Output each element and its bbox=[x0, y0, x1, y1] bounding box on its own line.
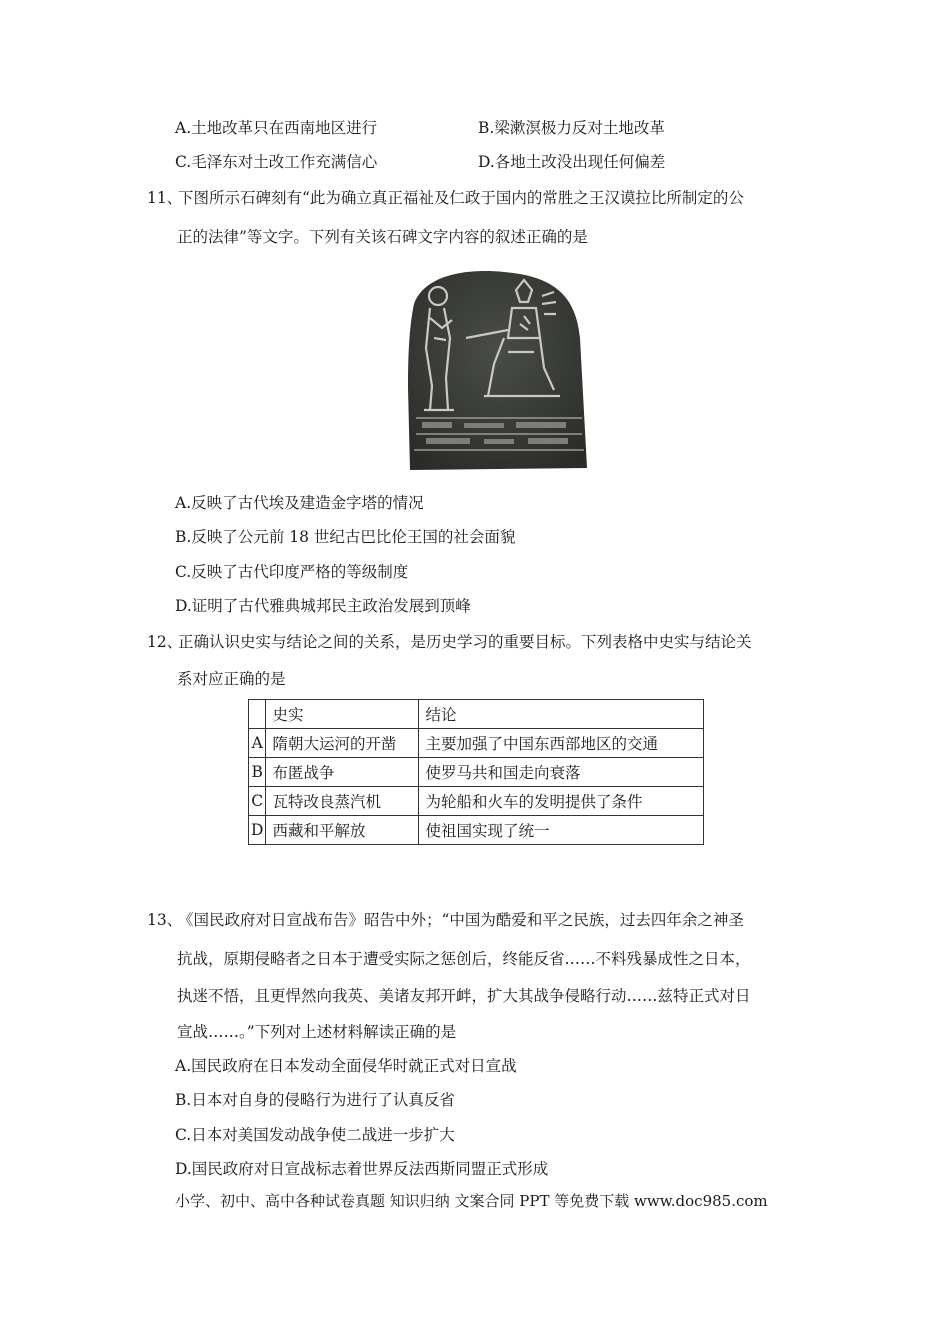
q13-option-a: A.国民政府在日本发动全面侵华时就正式对日宣战 bbox=[175, 1057, 517, 1075]
q13-stem-line-3: 执迷不悟，且更悍然向我英、美诸友邦开衅，扩大其战争侵略行动……兹特正式对日 bbox=[177, 987, 751, 1005]
q10-option-c: C.毛泽东对土改工作充满信心 bbox=[175, 153, 378, 171]
q13-option-b: B.日本对自身的侵略行为进行了认真反省 bbox=[175, 1091, 455, 1109]
table-cell: 使罗马共和国走向衰落 bbox=[419, 758, 704, 787]
q13-option-c: C.日本对美国发动战争使二战进一步扩大 bbox=[175, 1126, 455, 1144]
q13-number: 13、 bbox=[147, 911, 183, 929]
table-row bbox=[249, 816, 704, 845]
table-cell: D bbox=[249, 816, 266, 845]
table-header-cell bbox=[249, 700, 266, 729]
table-header-cell: 史实 bbox=[266, 700, 419, 729]
hammurabi-stele-image bbox=[404, 268, 588, 472]
q11-option-b: B.反映了公元前 18 世纪古巴比伦王国的社会面貌 bbox=[175, 528, 516, 546]
table-cell: 隋朝大运河的开凿 bbox=[266, 729, 419, 758]
q10-option-a: A.土地改革只在西南地区进行 bbox=[175, 119, 378, 137]
table-cell: 使祖国实现了统一 bbox=[419, 816, 704, 845]
q13-stem-line-4: 宣战……。”下列对上述材料解读正确的是 bbox=[177, 1023, 457, 1041]
table-row bbox=[249, 758, 704, 787]
q11-option-a: A.反映了古代埃及建造金字塔的情况 bbox=[175, 494, 424, 512]
q12-stem-line-1: 正确认识史实与结论之间的关系，是历史学习的重要目标。下列表格中史实与结论关 bbox=[178, 633, 752, 651]
table-cell: 布匿战争 bbox=[266, 758, 419, 787]
table-row bbox=[249, 729, 704, 758]
q11-stem-line-2: 正的法律”等文字。下列有关该石碑文字内容的叙述正确的是 bbox=[177, 228, 588, 246]
table-row bbox=[249, 787, 704, 816]
table-header-row bbox=[249, 700, 704, 729]
q13-option-d: D.国民政府对日宣战标志着世界反法西斯同盟正式形成 bbox=[175, 1160, 549, 1178]
page-footer: 小学、初中、高中各种试卷真题 知识归纳 文案合同 PPT 等免费下载 www.doc985.com bbox=[175, 1192, 768, 1210]
table-cell: 主要加强了中国东西部地区的交通 bbox=[419, 729, 704, 758]
q10-option-row-2 bbox=[175, 152, 795, 172]
q10-option-d: D.各地土改没出现任何偏差 bbox=[478, 153, 666, 171]
q13-stem-line-1: 《国民政府对日宣战布告》昭告中外；“中国为酷爱和平之民族，过去四年余之神圣 bbox=[178, 911, 744, 929]
q11-option-d: D.证明了古代雅典城邦民主政治发展到顶峰 bbox=[175, 597, 471, 615]
q10-option-row-1 bbox=[175, 118, 795, 138]
table-cell: 为轮船和火车的发明提供了条件 bbox=[419, 787, 704, 816]
q13-stem-line-2: 抗战，原期侵略者之日本于遭受实际之惩创后，终能反省……不料残暴成性之日本， bbox=[177, 950, 751, 968]
q12-stem-line-2: 系对应正确的是 bbox=[177, 670, 286, 688]
q11-number: 11、 bbox=[147, 189, 183, 207]
q11-option-c: C.反映了古代印度严格的等级制度 bbox=[175, 563, 409, 581]
table-cell: 西藏和平解放 bbox=[266, 816, 419, 845]
table-cell: C bbox=[249, 787, 266, 816]
q12-number: 12、 bbox=[147, 633, 183, 651]
q12-facts-table bbox=[248, 699, 704, 845]
table-cell: B bbox=[249, 758, 266, 787]
table-header-cell: 结论 bbox=[419, 700, 704, 729]
q10-option-b: B.梁漱溟极力反对土地改革 bbox=[478, 119, 665, 137]
table-cell: A bbox=[249, 729, 266, 758]
q11-stem-line-1: 下图所示石碑刻有“此为确立真正福祉及仁政于国内的常胜之王汉谟拉比所制定的公 bbox=[178, 189, 744, 207]
table-cell: 瓦特改良蒸汽机 bbox=[266, 787, 419, 816]
